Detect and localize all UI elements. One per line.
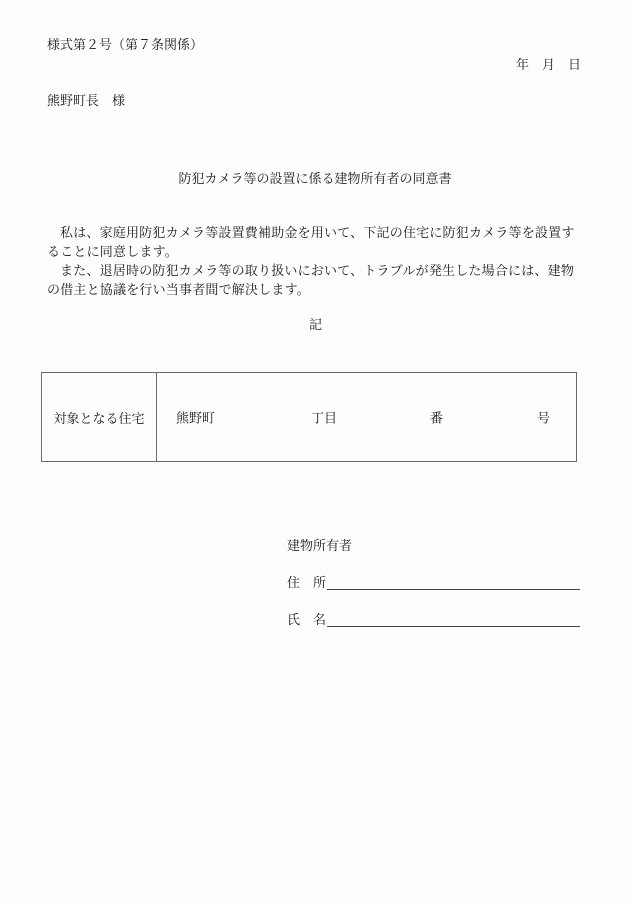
date-line: 年 月 日 (516, 58, 582, 73)
chome-label: 丁目 (311, 411, 338, 427)
paragraph-2-line-1: また、退居時の防犯カメラ等の取り扱いにおいて、トラブルが発生した場合には、建物 (60, 264, 575, 279)
form-number: 様式第２号（第７条関係） (47, 38, 204, 53)
ban-label: 番 (430, 411, 444, 427)
name-label: 氏 名 (287, 613, 327, 628)
paragraph-1-line-2: ることに同意します。 (47, 245, 178, 260)
name-field[interactable] (327, 626, 580, 627)
addressee: 熊野町長 様 (47, 94, 126, 109)
address-label: 住 所 (287, 576, 327, 591)
address-cell[interactable] (157, 373, 577, 462)
address-field[interactable] (327, 589, 580, 590)
document-title: 防犯カメラ等の設置に係る建物所有者の同意書 (178, 172, 452, 187)
owner-heading: 建物所有者 (287, 539, 353, 554)
go-label: 号 (537, 411, 551, 427)
paragraph-1-line-1: 私は、家庭用防犯カメラ等設置費補助金を用いて、下記の住宅に防犯カメラ等を設置す (60, 226, 575, 241)
ki-label: 記 (309, 318, 323, 333)
target-residence-table (41, 372, 577, 462)
town-label: 熊野町 (176, 411, 216, 427)
target-residence-label: 対象となる住宅 (42, 373, 157, 462)
paragraph-2-line-2: の借主と協議を行い当事者間で解決します。 (47, 283, 310, 298)
body-text (47, 224, 585, 300)
